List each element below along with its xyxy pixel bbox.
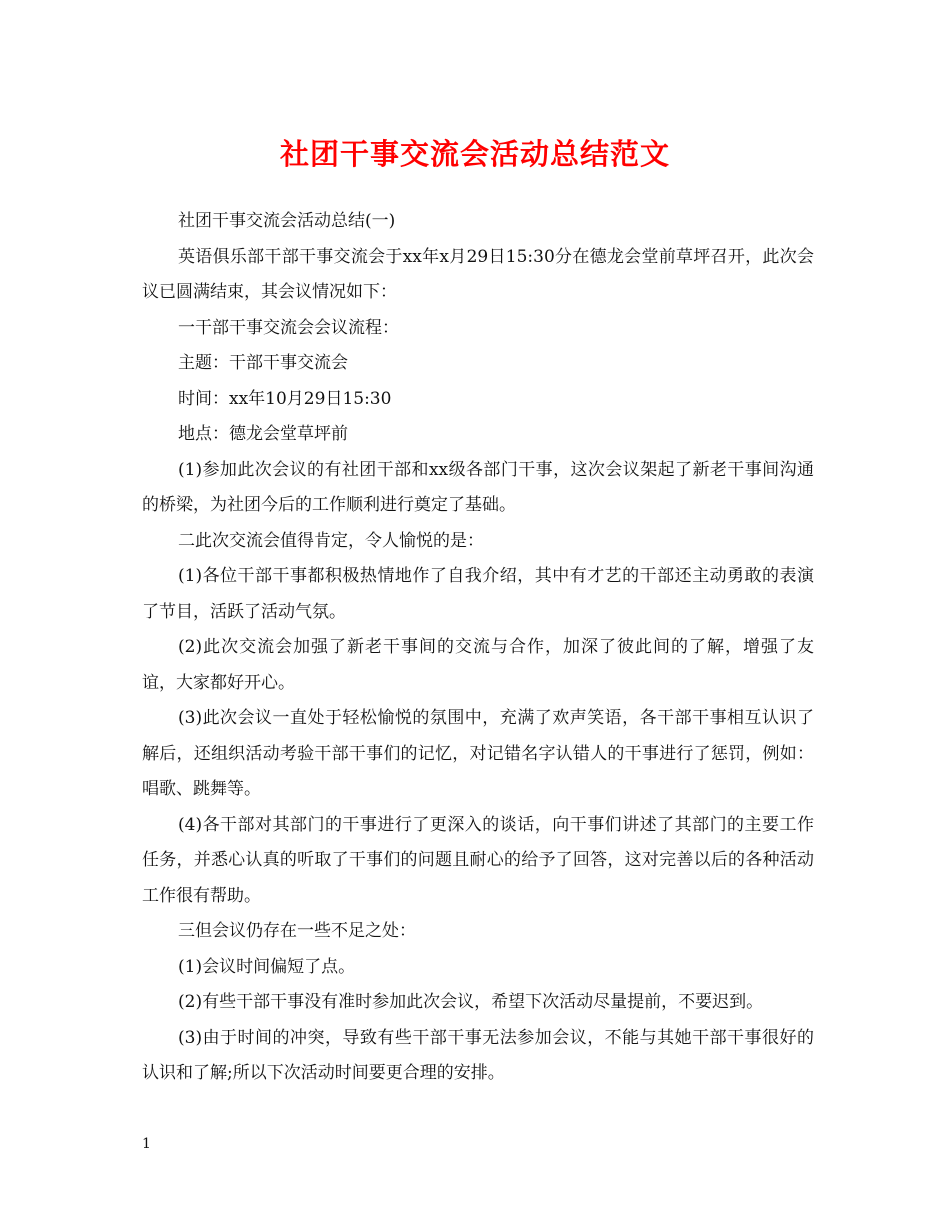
paragraph-point-2: (2)此次交流会加强了新老干事间的交流与合作，加深了彼此间的了解，增强了友谊，大家都好开心。	[142, 637, 814, 693]
paragraph-section-two: 二此次交流会值得肯定，令人愉悦的是：	[178, 530, 484, 551]
paragraph-location: 地点：德龙会堂草坪前	[178, 424, 348, 444]
document-body	[142, 204, 814, 1092]
document-title: 社团干事交流会活动总结范文	[279, 137, 670, 171]
paragraph-issue-1: (1)会议时间偏短了点。	[178, 956, 356, 977]
paragraph-section-three: 三但会议仍存在一些不足之处：	[178, 921, 416, 941]
paragraph-issue-2: (2)有些干部干事没有准时参加此次会议，希望下次活动尽量提前，不要迟到。	[178, 992, 764, 1012]
paragraph-heading: 社团干事交流会活动总结(一)	[178, 211, 396, 231]
paragraph-time: 时间：xx年10月29日15:30	[178, 388, 392, 409]
paragraph-participants: (1)参加此次会议的有社团干部和xx级各部门干事，这次会议架起了新老干事间沟通的桥梁，为社团今后的工作顺利进行奠定了基础。	[142, 459, 814, 515]
paragraph-point-1: (1)各位干部干事都积极热情地作了自我介绍，其中有才艺的干部还主动勇敢的表演了节目，活跃了活动气氛。	[142, 566, 814, 622]
paragraph-point-4: (4)各干部对其部门的干事进行了更深入的谈话，向干事们讲述了其部门的主要工作任务，并悉心认真的听取了干事们的问题且耐心的给予了回答，这对完善以后的各种活动工作很有帮助。	[142, 814, 814, 906]
paragraph-intro: 英语俱乐部干部干事交流会于xx年x月29日15:30分在德龙会堂前草坪召开，此次会议已圆满结束，其会议情况如下：	[142, 246, 814, 302]
paragraph-issue-3: (3)由于时间的冲突，导致有些干部干事无法参加会议，不能与其她干部干事很好的认识和了解;所以下次活动时间要更合理的安排。	[142, 1027, 814, 1083]
paragraph-theme: 主题：干部干事交流会	[178, 353, 348, 373]
page-number: 1	[142, 1136, 151, 1152]
paragraph-point-3: (3)此次会议一直处于轻松愉悦的氛围中，充满了欢声笑语，各干部干事相互认识了解后，还组织活动考验干部干事们的记忆，对记错名字认错人的干事进行了惩罚，例如：唱歌、跳舞等。	[142, 708, 814, 799]
paragraph-section-one: 一干部干事交流会会议流程：	[178, 317, 399, 338]
